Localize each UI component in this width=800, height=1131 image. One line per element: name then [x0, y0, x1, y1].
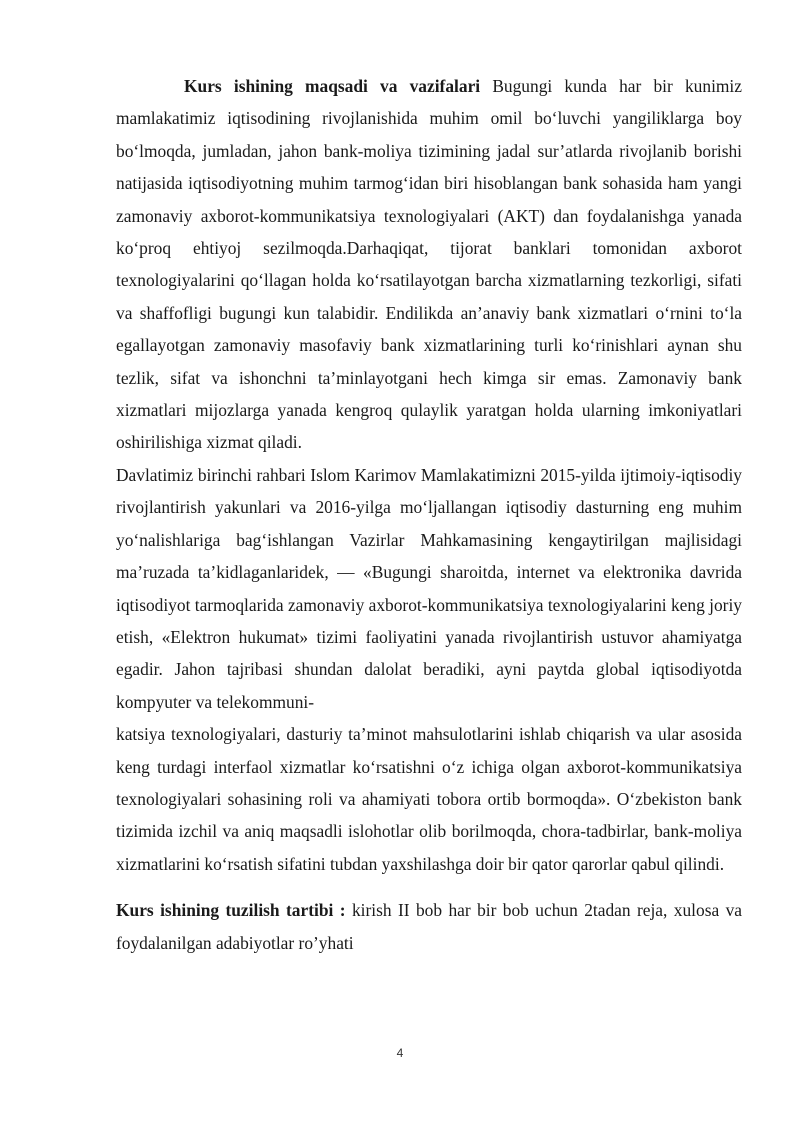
paragraph-structure-text: kirish II bob har bir bob uchun 2tadan reja, xulosa va foydalanilgan adabiyotlar ro’yhati: [116, 900, 742, 953]
section-heading-structure: Kurs ishining tuzilish tartibi :: [116, 900, 346, 921]
page-number: 4: [396, 1046, 404, 1060]
document-page: [116, 70, 742, 959]
section-heading-goals: Kurs ishining maqsadi va vazifalari: [184, 76, 481, 96]
paragraph-structure: [116, 894, 742, 959]
paragraph-goals-text: Bugungi kunda har bir kunimiz mamlakatimiz iqtisodining rivojlanishida muhim omil bo‘luvchi yangiliklarga boy bo‘lmoqda, jumladan, jahon bank-moliya tizimining jadal sur’atlarda rivojlanib borishi natijasida iqtisodiyotning muhim tarmog‘idan biri hisoblangan bank sohasida ham yangi zamonaviy axborot-kommunikatsiya texnologiyalari (AKT) dan foydalanishga yanada ko‘proq ehtiyoj sezilmoqda.Darhaqiqat, tijorat banklari tomonidan axborot texnologiyalarini qo‘llagan holda ko‘rsatilayotgan barcha xizmatlarning tezkorligi, sifati va shaffofligi bugungi kun talabidir. Endilikda an’anaviy bank xizmatlari o‘rnini to‘la egallayotgan zamonaviy masofaviy bank xizmatlarining turli ko‘rinishlari aynan shu tezlik, sifat va ishonchni ta’minlayotgani hech kimga sir emas. Zamonaviy bank xizmatlari mijozlarga yanada kengroq qulaylik yaratgan holda ularning imkoniyatlari oshirilishiga xizmat qiladi.: [116, 76, 742, 453]
paragraph-continuation: katsiya texnologiyalari, dasturiy ta’minot mahsulotlarini ishlab chiqarish va ular asosida keng turdagi interfaol xizmatlar ko‘rsatishni o‘z ichiga olgan axborot-kommunikatsiya texnologiyalari sohasining roli va ahamiyati tobora ortib bormoqda». O‘zbekiston bank tizimida izchil va aniq maqsadli islohotlar olib borilmoqda, chora-tadbirlar, bank-moliya xizmatlarini ko‘rsatish sifatini tubdan yaxshilashga doir bir qator qarorlar qabul qilindi.: [116, 724, 742, 874]
paragraph-goals: [116, 70, 742, 459]
paragraph-quote: Davlatimiz birinchi rahbari Islom Karimov Mamlakatimizni 2015-yilda ijtimoiy-iqtisodiy rivojlantirish yakunlari va 2016-yilga mo‘ljallangan iqtisodiy dasturning eng muhim yo‘nalishlariga bag‘ishlangan Vazirlar Mahkamasining kengaytirilgan majlisidagi ma’ruzada ta’kidlaganlaridek, — «Bugungi sharoitda, internet va elektronika davrida iqtisodiyot tarmoqlarida zamonaviy axborot-kommunikatsiya texnologiyalarini keng joriy etish, «Elektron hukumat» tizimi faoliyatini yanada rivojlantirish ustuvor ahamiyatga egadir. Jahon tajribasi shundan dalolat beradiki, ayni paytda global iqtisodiyotda kompyuter va telekommuni-: [116, 464, 742, 712]
